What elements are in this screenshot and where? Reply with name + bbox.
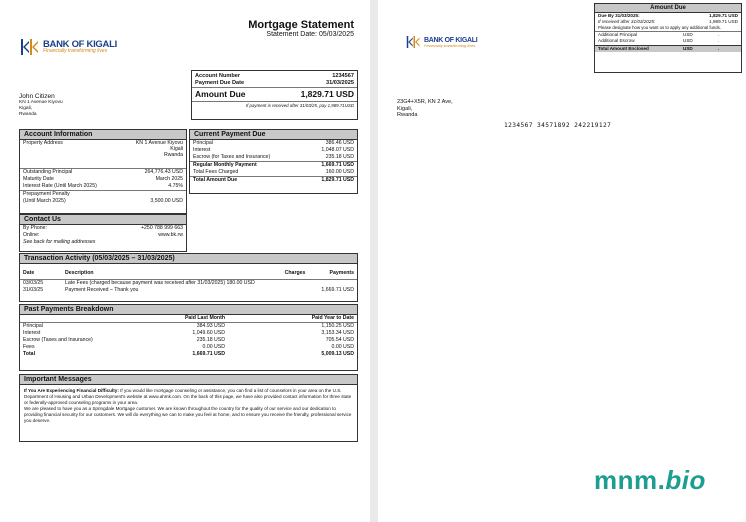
bank-name: BANK OF KIGALI bbox=[424, 36, 478, 44]
coupon-note: Please designate how you want us to apply any additional funds. bbox=[595, 25, 741, 32]
phone-row: By Phone: +250 788 999 663 bbox=[23, 225, 183, 231]
page-divider bbox=[370, 0, 378, 522]
table-total-row: Total 1,669.71 USD 5,009.13 USD bbox=[23, 351, 354, 357]
account-number-row: Account Number 1234567 bbox=[195, 73, 354, 79]
account-info-box: Account Information Property Address KN 1 Avenue Kiyovu Kigali Rwanda Outstanding Principal 264,776.43 USD Maturity Date March 2025 Interest Rate (Until March 2025) 4.75% Prepayment Penalty (Until March 2025) 3,500.00 USD bbox=[19, 129, 187, 214]
past-payments-box bbox=[19, 304, 358, 371]
statement-header bbox=[248, 19, 354, 38]
prepayment-penalty-row: Prepayment Penalty bbox=[23, 191, 70, 197]
due-date-row: Payment Due Date 31/03/2025 bbox=[192, 80, 357, 88]
additional-escrow-row[interactable]: Additional Escrow USD . bbox=[598, 38, 720, 43]
table-row: Interest 1,049.60 USD 3,153.34 USD bbox=[23, 330, 354, 336]
late-payment-note: If payment is received after 31/03/25, pay 1,989.71USD bbox=[192, 101, 357, 109]
table-row: Fees 0.00 USD 0.00 USD bbox=[23, 344, 354, 350]
mailing-address: 23G4+X5R, KN 2 Ave, Kigali, Rwanda bbox=[397, 99, 453, 118]
table-row: Principal 384.93 USD 1,150.25 USD bbox=[20, 323, 357, 331]
customer-address: John Citizen KN 1 Avenue Kiyovu Kigali, Rwanda bbox=[19, 93, 63, 117]
total-enclosed-row[interactable]: Total Amount Enclosed USD . bbox=[595, 45, 741, 53]
remittance-page bbox=[378, 0, 746, 522]
additional-principal-row[interactable]: Additional Principal USD . bbox=[598, 31, 720, 37]
bank-logo-icon bbox=[406, 35, 421, 49]
contact-note: See back for mailing addresses bbox=[23, 239, 96, 245]
page-title: Mortgage Statement bbox=[248, 19, 354, 31]
interest-rate-row: Interest Rate (Until March 2025) 4.75% bbox=[20, 183, 186, 191]
past-payments-table bbox=[20, 315, 357, 358]
coupon-heading: Amount Due bbox=[595, 4, 741, 13]
maturity-row: Maturity Date March 2025 bbox=[23, 176, 183, 182]
table-header: Date Description Charges Payments bbox=[23, 269, 354, 276]
bank-logo-small bbox=[406, 35, 477, 49]
bank-tagline: Financially transforming lives bbox=[43, 48, 108, 55]
customer-name: John Citizen bbox=[19, 93, 55, 100]
contact-heading: Contact Us bbox=[20, 215, 186, 225]
table-header: Paid Last Month Paid Year to Date bbox=[184, 315, 354, 321]
coupon-box bbox=[594, 3, 742, 73]
transaction-box bbox=[19, 253, 358, 302]
bank-logo-icon bbox=[20, 38, 40, 56]
coupon-late-row: If received after 31/03/2025: 1,989.71 USD bbox=[598, 19, 738, 24]
contact-box bbox=[19, 214, 187, 252]
current-payment-box bbox=[189, 129, 358, 194]
payment-interest-row: Interest 1,048.07 USD bbox=[193, 147, 354, 153]
fees-row: Total Fees Charged 160.00 USD bbox=[190, 169, 357, 177]
bank-tagline: Financially transforming lives bbox=[424, 42, 476, 48]
transaction-table bbox=[20, 267, 357, 294]
online-row: Online: www.bk.rw bbox=[23, 232, 183, 238]
micr-line: 1234567 34571892 242219127 bbox=[504, 122, 612, 129]
total-due-row: Total Amount Due 1,829.71 USD bbox=[193, 177, 354, 183]
regular-payment-row: Regular Monthly Payment 1,669.71 USD bbox=[193, 162, 354, 168]
messages-heading: Important Messages bbox=[20, 375, 357, 385]
table-row: Escrow (Taxes and Insurance) 235.18 USD 705.54 USD bbox=[23, 337, 354, 343]
bank-logo bbox=[20, 38, 117, 56]
statement-page bbox=[0, 0, 370, 522]
table-row: 31/03/25 Payment Received – Thank you 1,669.71 USD bbox=[23, 287, 354, 293]
watermark-logo: mnm.bio bbox=[594, 465, 706, 495]
summary-box bbox=[191, 70, 358, 120]
table-row: 03/03/25 Late Fees (charged because payment was received after 31/03/2025) 180.00 USD bbox=[20, 280, 357, 288]
current-payment-heading: Current Payment Due bbox=[190, 130, 357, 140]
messages-box bbox=[19, 374, 358, 442]
website-link[interactable]: www.bk.rw bbox=[158, 232, 183, 238]
amount-due-row: Amount Due 1,829.71 USD bbox=[195, 89, 354, 99]
statement-date: Statement Date: 05/03/2025 bbox=[266, 31, 354, 38]
bank-name: BANK OF KIGALI bbox=[43, 38, 117, 50]
payment-escrow-row: Escrow (for Taxes and Insurance) 235.18 USD bbox=[190, 154, 357, 162]
transaction-heading: Transaction Activity (05/03/2025 – 31/03/2025) bbox=[20, 254, 357, 264]
account-info-heading: Account Information bbox=[20, 130, 186, 140]
messages-body: If You Are Experiencing Financial Difficulty: If you would like mortgage counseling or assistance, you can find a list of counselors in your area on the U.S. Department of Housing and Urban Development's website at www.ahmk.com. On the back of this page, we have also provided contact information for three state or federally-approved counseling programs in your area. We are pleased to have you as a Springdale Mortgage customer. We are known throughout the country for the quality of our service and our dedication to providing financial security for our customers. We will do everything we can to make you feel at home, and to ensure you receive the friendly, professional service you deserve. bbox=[24, 388, 352, 423]
coupon-due-row: Due By 31/03/2025: 1,829.71 USD bbox=[598, 13, 738, 18]
property-address-row: Property Address KN 1 Avenue Kiyovu Kigali Rwanda bbox=[20, 140, 186, 169]
payment-principal-row: Principal 386.46 USD bbox=[193, 140, 354, 146]
principal-row: Outstanding Principal 264,776.43 USD bbox=[23, 169, 183, 175]
past-payments-heading: Past Payments Breakdown bbox=[20, 305, 357, 315]
